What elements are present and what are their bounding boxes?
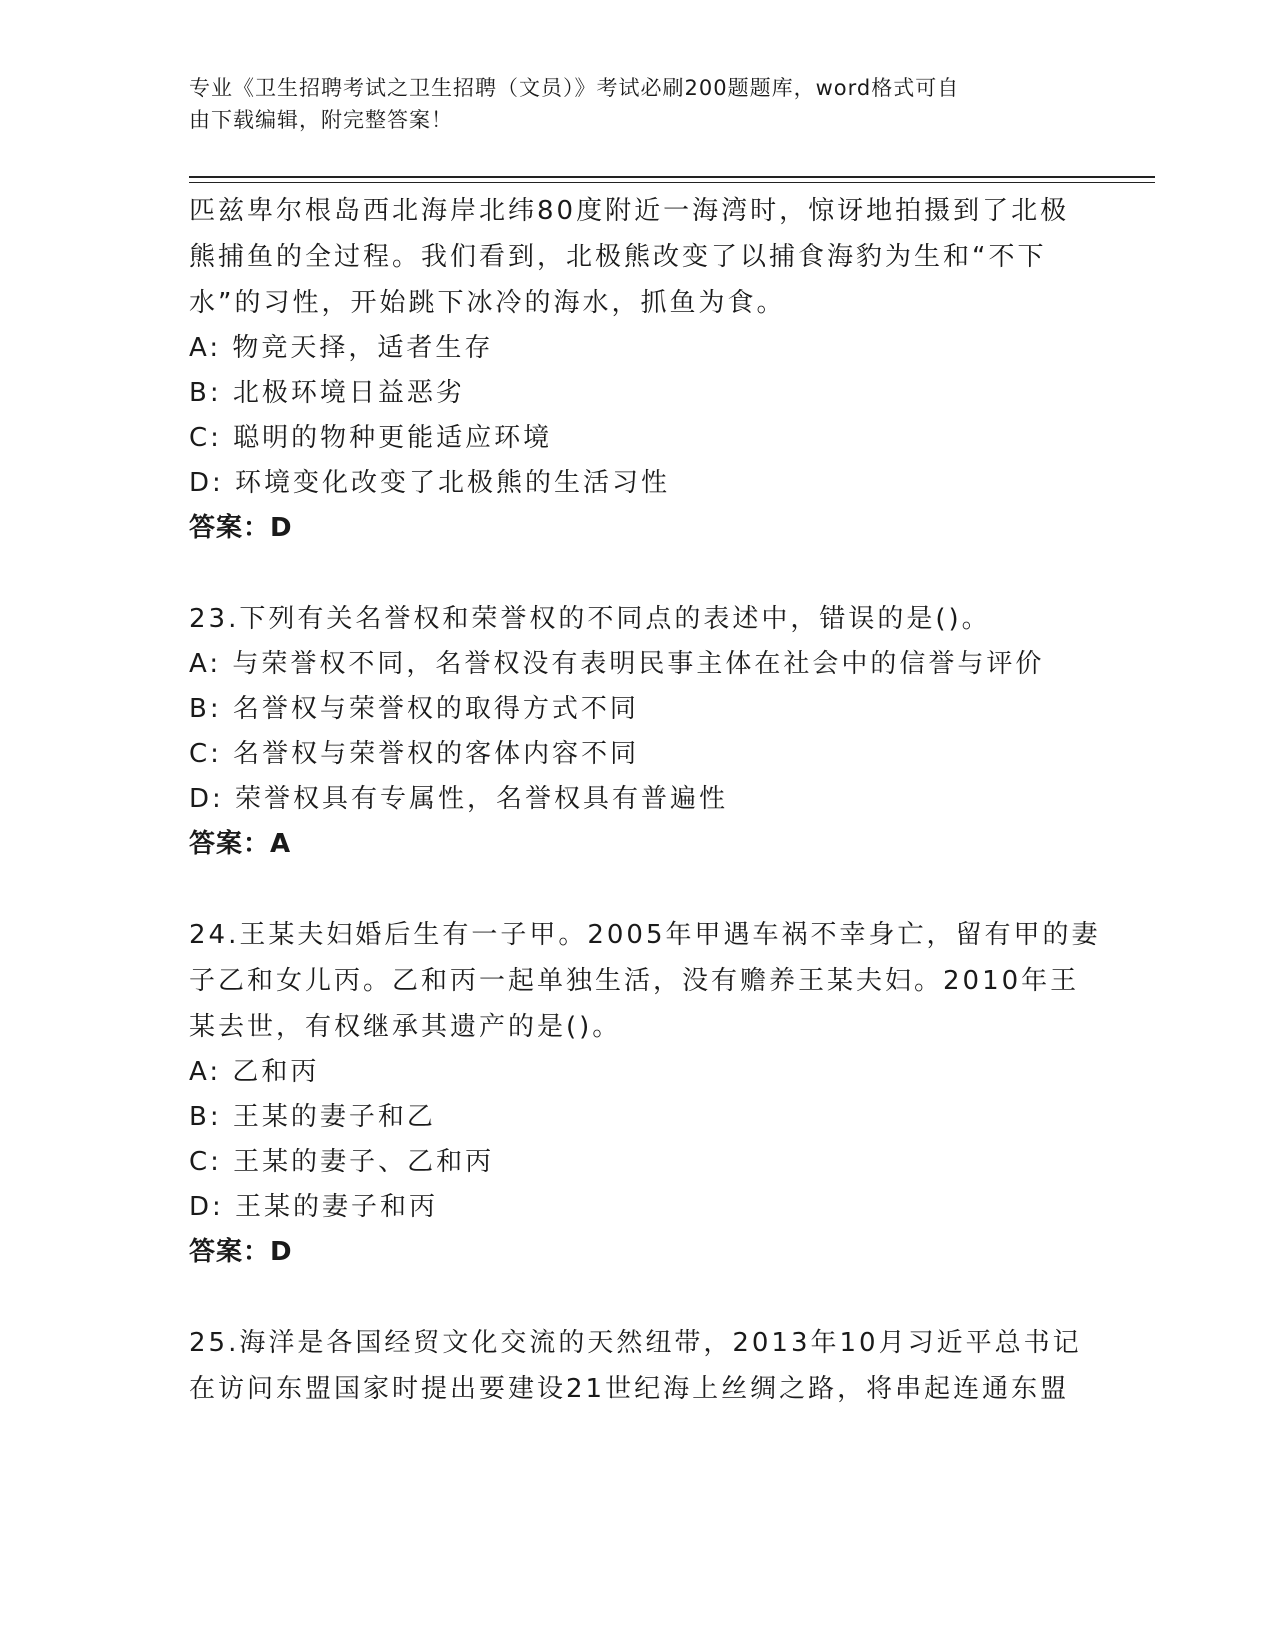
option-c: C: 王某的妻子、乙和丙	[189, 1147, 495, 1177]
question-24	[189, 912, 1101, 1275]
spacer	[189, 1275, 1089, 1320]
option-b: B: 王某的妻子和乙	[189, 1102, 436, 1132]
question-stem-line: 在访问东盟国家时提出要建设21世纪海上丝绸之路，将串起连通东盟	[189, 1374, 1070, 1404]
spacer	[189, 551, 1089, 596]
spacer	[189, 867, 1089, 912]
question-stem-line: 24.王某夫妇婚后生有一子甲。2005年甲遇车祸不幸身亡，留有甲的妻	[189, 920, 1101, 950]
answer-label: 答案：D	[189, 513, 293, 543]
question-stem-line: 某去世，有权继承其遗产的是()。	[189, 1012, 622, 1042]
header-rule-thick	[189, 176, 1155, 178]
answer-label: 答案：D	[189, 1237, 293, 1267]
question-22	[189, 188, 1089, 551]
option-b: B: 名誉权与荣誉权的取得方式不同	[189, 694, 639, 724]
option-a: A: 与荣誉权不同，名誉权没有表明民事主体在社会中的信誉与评价	[189, 649, 1045, 679]
option-c: C: 名誉权与荣誉权的客体内容不同	[189, 739, 640, 769]
option-d: D: 王某的妻子和丙	[189, 1192, 439, 1222]
question-stem-line: 匹兹卑尔根岛西北海岸北纬80度附近一海湾时，惊讶地拍摄到了北极	[189, 196, 1070, 226]
option-b: B: 北极环境日益恶劣	[189, 378, 465, 408]
answer-label: 答案：A	[189, 829, 292, 859]
option-d: D: 环境变化改变了北极熊的生活习性	[189, 468, 671, 498]
question-25	[189, 1320, 1089, 1412]
document-body	[189, 188, 1101, 1412]
question-stem-line: 水”的习性，开始跳下冰冷的海水，抓鱼为食。	[189, 288, 786, 318]
option-d: D: 荣誉权具有专属性，名誉权具有普遍性	[189, 784, 729, 814]
question-23	[189, 596, 1089, 867]
question-stem-line: 子乙和女儿丙。乙和丙一起单独生活，没有赡养王某夫妇。2010年王	[189, 966, 1080, 996]
header-rule-thin	[189, 182, 1155, 183]
question-stem-line: 25.海洋是各国经贸文化交流的天然纽带，2013年10月习近平总书记	[189, 1328, 1082, 1358]
header-line-1: 专业《卫生招聘考试之卫生招聘（文员）》考试必刷200题题库，word格式可自	[189, 76, 960, 100]
option-a: A: 乙和丙	[189, 1057, 320, 1087]
document-header	[189, 72, 1089, 136]
option-c: C: 聪明的物种更能适应环境	[189, 423, 553, 453]
header-line-2: 由下载编辑，附完整答案！	[189, 108, 453, 132]
option-a: A: 物竞天择，适者生存	[189, 333, 494, 363]
question-stem-line: 23.下列有关名誉权和荣誉权的不同点的表述中，错误的是()。	[189, 604, 991, 634]
question-stem-line: 熊捕鱼的全过程。我们看到，北极熊改变了以捕食海豹为生和“不下	[189, 242, 1047, 272]
